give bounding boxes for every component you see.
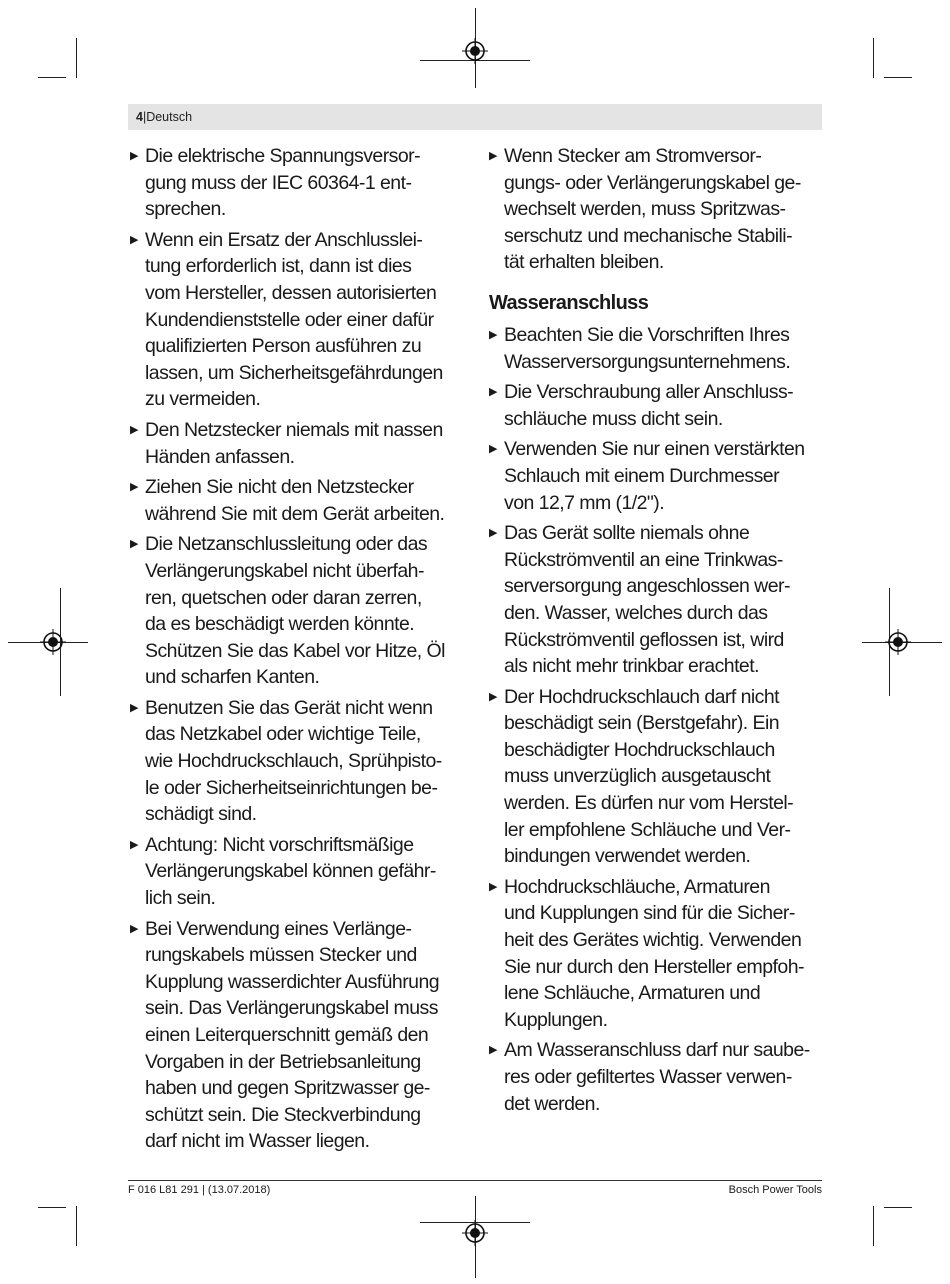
list-item-text-line: heit des Gerätes wichtig. Verwenden — [504, 929, 802, 952]
list-item-text-line: einen Leiterquerschnitt gemäß den — [145, 1024, 429, 1046]
registration-mark-icon — [885, 629, 911, 655]
page-header — [128, 104, 822, 130]
footer-brand: Bosch Power Tools — [728, 1184, 822, 1196]
bullet-triangle-icon: ▶ — [130, 150, 139, 162]
footer-rule — [128, 1180, 822, 1181]
bullet-triangle-icon: ▶ — [130, 423, 139, 436]
list-item-text-line: wie Hochdruckschlauch, Sprühpisto- — [145, 750, 442, 773]
list-item-text-line: den. Wasser, welches durch das — [504, 601, 768, 624]
list-item-text-line: und Kupplungen sind für die Sicher- — [504, 902, 795, 925]
list-item-text-line: Benutzen Sie das Gerät nicht wenn — [145, 696, 433, 719]
list-item-text-line: Den Netzstecker niemals mit nassen — [145, 418, 443, 441]
list-item — [130, 417, 466, 470]
list-item-text-line: Die Netzanschlussleitung oder das — [145, 533, 428, 556]
list-item-text-line: ren, quetschen oder daran zerren, — [145, 586, 422, 609]
list-item-text-line: beschädigt sein (Berstgefahr). Ein — [504, 712, 780, 735]
crop-mark — [884, 1207, 912, 1208]
bullet-triangle-icon: ▶ — [130, 538, 139, 551]
list-item-text-line: das Netzkabel oder wichtige Teile, — [145, 723, 421, 746]
list-item-text-line: schläuche muss dicht sein. — [504, 407, 723, 430]
crop-mark — [884, 77, 912, 78]
bullet-triangle-icon: ▶ — [489, 386, 498, 399]
bullet-triangle-icon: ▶ — [489, 1044, 498, 1057]
list-item-text-line: Kupplung wasserdichter Ausführung — [145, 970, 440, 993]
right-column-top-list — [489, 143, 825, 276]
crop-mark — [873, 38, 874, 78]
header-language: Deutsch — [146, 110, 193, 124]
list-item-text-line: Beachten Sie die Vorschriften Ihres — [504, 323, 790, 346]
list-item — [489, 379, 825, 432]
list-item — [489, 684, 825, 870]
list-item-text-line: wechselt werden, muss Spritzwas- — [504, 198, 786, 221]
crop-mark — [873, 1206, 874, 1246]
list-item-text-line: serversorgung angeschlossen wer- — [504, 575, 790, 598]
list-item-text-line: le oder Sicherheitseinrichtungen be- — [145, 776, 438, 799]
list-item-text-line: Das Gerät sollte niemals ohne — [504, 522, 750, 545]
bullet-triangle-icon: ▶ — [489, 690, 498, 703]
list-item — [489, 436, 825, 516]
list-item-text-line: Kundendienststelle oder einer dafür — [145, 308, 434, 331]
list-item-text-line: Achtung: Nicht vorschriftsmäßige — [145, 833, 414, 856]
list-item-text-line: Verlängerungskabel nicht überfah- — [145, 559, 424, 582]
list-item-text-line: Schützen Sie das Kabel vor Hitze, Öl — [145, 639, 445, 662]
list-item-text-line: zu vermeiden. — [145, 388, 261, 411]
bullet-triangle-icon: ▶ — [489, 527, 498, 540]
list-item-text-line: muss unverzüglich ausgetauscht — [504, 765, 771, 788]
bullet-triangle-icon: ▶ — [130, 481, 139, 494]
list-item-text-line: während Sie mit dem Gerät arbeiten. — [145, 502, 445, 525]
list-item-text-line: als nicht mehr trinkbar erachtet. — [504, 655, 759, 678]
list-item-text-line: und scharfen Kanten. — [145, 666, 320, 689]
list-item-text-line: det werden. — [504, 1092, 600, 1115]
bullet-triangle-icon: ▶ — [130, 701, 139, 714]
list-item-text-line: lich sein. — [145, 887, 216, 910]
list-item-text-line: sein. Das Verlängerungskabel muss — [145, 997, 438, 1020]
list-item — [130, 916, 466, 1155]
list-item-text-line: lassen, um Sicherheitsgefährdungen — [145, 361, 443, 384]
bullet-triangle-icon: ▶ — [489, 150, 498, 162]
list-item-text-line: tung erforderlich ist, dann ist dies — [145, 255, 412, 278]
list-item — [130, 832, 466, 912]
list-item-text-line: Die elektrische Spannungsversor- — [145, 145, 421, 167]
list-item-text-line: bindungen verwendet werden. — [504, 845, 751, 868]
list-item-text-line: Wenn ein Ersatz der Anschlusslei- — [145, 228, 423, 251]
list-item-text-line: da es beschädigt werden könnte. — [145, 613, 415, 636]
list-item-text-line: haben und gegen Spritzwasser ge- — [145, 1077, 430, 1100]
list-item-text-line: von 12,7 mm (1/2"). — [504, 491, 665, 514]
right-column — [489, 143, 825, 1121]
list-item-text-line: beschädigter Hochdruckschlauch — [504, 738, 775, 761]
list-item-text-line: Bei Verwendung eines Verlänge- — [145, 917, 412, 940]
list-item-text-line: Kupplungen. — [504, 1008, 608, 1031]
list-item — [489, 322, 825, 375]
list-item-text-line: Sie nur durch den Hersteller empfoh- — [504, 955, 804, 978]
list-item-text-line: schützt sein. Die Steckverbindung — [145, 1103, 421, 1126]
crop-mark — [76, 1206, 77, 1246]
list-item-text-line: gungs- oder Verlängerungskabel ge- — [504, 171, 801, 194]
right-column-section-list — [489, 322, 825, 1117]
footer-document-id: F 016 L81 291 | (13.07.2018) — [128, 1184, 271, 1196]
list-item-text-line: Vorgaben in der Betriebsanleitung — [145, 1050, 421, 1073]
list-item-text-line: serschutz und mechanische Stabili- — [504, 224, 793, 247]
list-item — [489, 874, 825, 1034]
page-number: 4 — [136, 110, 143, 124]
list-item-text-line: Hochdruckschläuche, Armaturen — [504, 875, 770, 898]
list-item-text-line: Wenn Stecker am Stromversor- — [504, 145, 762, 167]
list-item — [130, 531, 466, 691]
registration-mark-icon — [40, 629, 66, 655]
crop-mark — [38, 77, 66, 78]
header-separator: | — [142, 110, 147, 124]
list-item-text-line: Wasserversorgungsunternehmens. — [504, 350, 791, 373]
list-item-text-line: Verlängerungskabel können gefähr- — [145, 860, 436, 883]
registration-mark-icon — [462, 1220, 488, 1246]
list-item-text-line: Der Hochdruckschlauch darf nicht — [504, 685, 780, 708]
list-item-text-line: ler empfohlene Schläuche und Ver- — [504, 818, 791, 841]
list-item — [130, 227, 466, 413]
bullet-triangle-icon: ▶ — [489, 443, 498, 456]
list-item — [130, 474, 466, 527]
list-item-text-line: lene Schläuche, Armaturen und — [504, 982, 761, 1005]
bullet-triangle-icon: ▶ — [489, 328, 498, 341]
list-item-text-line: werden. Es dürfen nur vom Herstel- — [504, 792, 794, 815]
bullet-triangle-icon: ▶ — [130, 233, 139, 246]
list-item-text-line: Rückströmventil an eine Trinkwas- — [504, 548, 783, 571]
list-item-text-line: Schlauch mit einem Durchmesser — [504, 464, 780, 487]
list-item-text-line: schädigt sind. — [145, 803, 257, 826]
list-item-text-line: rungskabels müssen Stecker und — [145, 944, 417, 967]
list-item — [489, 520, 825, 680]
list-item-text-line: darf nicht im Wasser liegen. — [145, 1130, 370, 1153]
bullet-triangle-icon: ▶ — [489, 880, 498, 893]
list-item — [489, 143, 825, 276]
list-item-text-line: tät erhalten bleiben. — [504, 251, 664, 274]
section-heading: Wasseranschluss — [489, 291, 649, 314]
list-item-text-line: Die Verschraubung aller Anschluss- — [504, 381, 794, 404]
list-item-text-line: Händen anfassen. — [145, 445, 295, 468]
list-item-text-line: Ziehen Sie nicht den Netzstecker — [145, 476, 414, 499]
list-item — [489, 1037, 825, 1117]
crop-mark — [76, 38, 77, 78]
bullet-triangle-icon: ▶ — [130, 922, 139, 935]
list-item-text-line: Verwenden Sie nur einen verstärkten — [504, 438, 805, 461]
list-item-text-line: qualifizierten Person ausführen zu — [145, 335, 422, 358]
registration-mark-icon — [462, 38, 488, 64]
list-item-text-line: vom Hersteller, dessen autorisierten — [145, 281, 437, 304]
list-item-text-line: Rückströmventil geflossen ist, wird — [504, 628, 784, 651]
bullet-triangle-icon: ▶ — [130, 838, 139, 851]
list-item-text-line: sprechen. — [145, 198, 226, 221]
list-item — [130, 143, 466, 223]
list-item-text-line: Am Wasseranschluss darf nur saube- — [504, 1039, 810, 1062]
list-item-text-line: res oder gefiltertes Wasser verwen- — [504, 1066, 792, 1088]
list-item-text-line: gung muss der IEC 60364-1 ent- — [145, 171, 412, 194]
header-text — [136, 109, 192, 125]
left-column — [130, 143, 466, 1159]
crop-mark — [38, 1207, 66, 1208]
list-item — [130, 695, 466, 828]
